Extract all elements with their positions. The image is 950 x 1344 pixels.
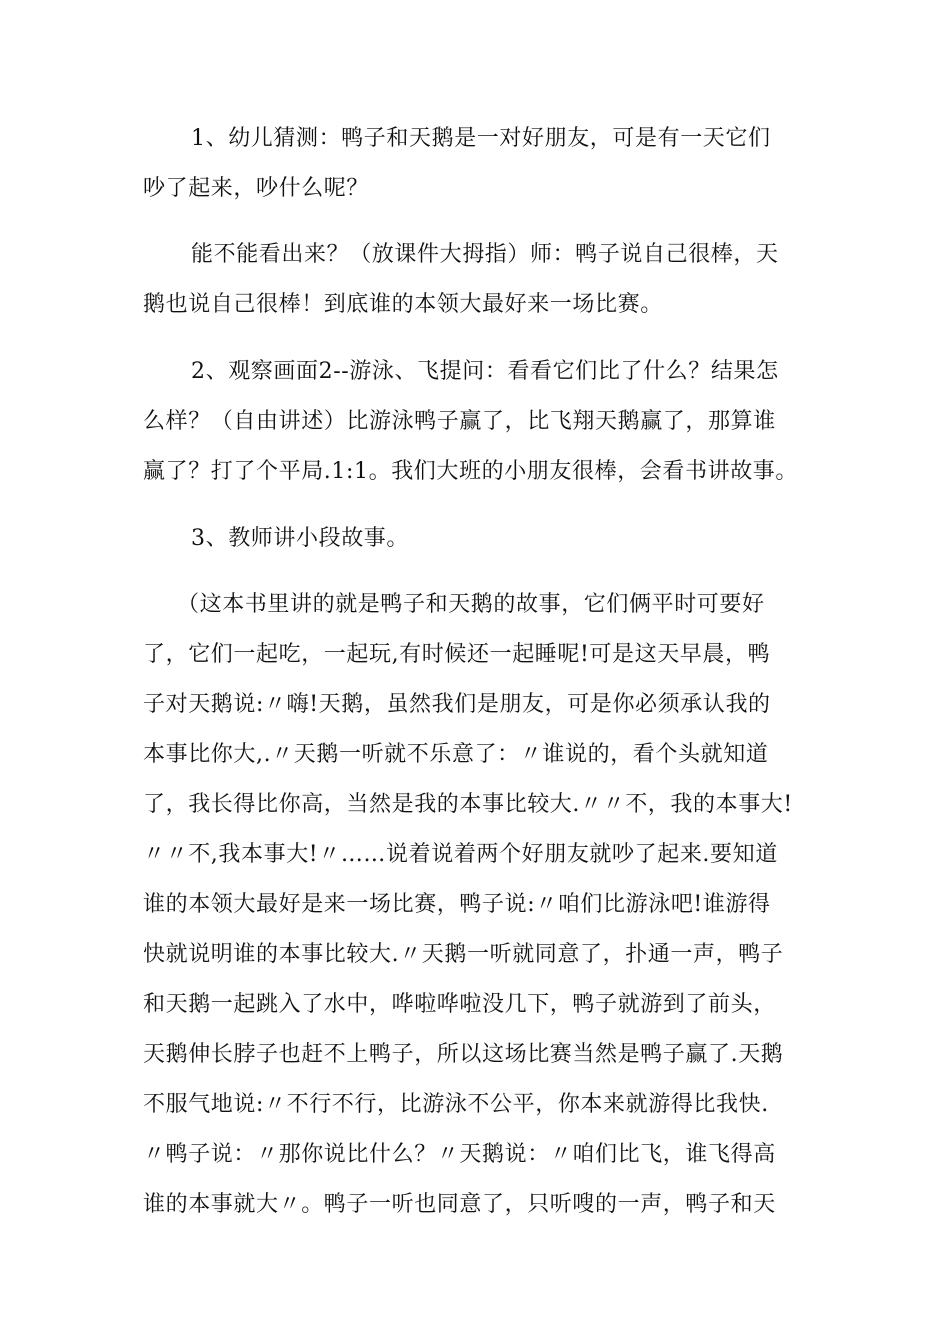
paragraph-4-line-1: 3、教师讲小段故事。: [191, 526, 409, 551]
paragraph-5-line-3: 子对天鹅说:〃嗨!天鹅，虽然我们是朋友，可是你必须承认我的: [143, 692, 771, 717]
paragraph-5-line-11: 不服气地说:〃不行不行，比游泳不公平，你本来就游得比我快.: [143, 1092, 769, 1117]
paragraph-5-line-5: 了，我长得比你高，当然是我的本事比较大.〃〃不，我的本事大!: [143, 792, 793, 817]
paragraph-5-line-9: 和天鹅一起跳入了水中，哗啦哗啦没几下，鸭子就游到了前头，: [143, 992, 776, 1017]
paragraph-5-line-4: 本事比你大,.〃天鹅一听就不乐意了：〃谁说的，看个头就知道: [143, 742, 769, 767]
paragraph-2-line-1: 能不能看出来？（放课件大拇指）师：鸭子说自己很棒，天: [191, 242, 779, 267]
paragraph-5-line-10: 天鹅伸长脖子也赶不上鸭子，所以这场比赛当然是鸭子赢了.天鹅: [143, 1042, 784, 1067]
paragraph-3-line-3: 赢了？打了个平局.1:1。我们大班的小朋友很棒，会看书讲故事。: [143, 459, 799, 484]
paragraph-1-line-1: 1、幼儿猜测：鸭子和天鹅是一对好朋友，可是有一天它们: [191, 126, 771, 151]
paragraph-5-line-2: 了，它们一起吃，一起玩,有时候还一起睡呢!可是这天早晨，鸭: [143, 642, 771, 667]
paragraph-5-line-12: 〃鸭子说：〃那你说比什么？〃天鹅说：〃咱们比飞，谁飞得高: [143, 1142, 776, 1167]
paragraph-5-line-13: 谁的本事就大〃。鸭子一听也同意了，只听嗖的一声，鸭子和天: [143, 1192, 776, 1217]
paragraph-3-line-1: 2、观察画面2--游泳、飞提问：看看它们比了什么？结果怎: [191, 359, 779, 384]
paragraph-2-line-2: 鹅也说自己很棒！到底谁的本领大最好来一场比赛。: [143, 292, 663, 317]
paragraph-5-line-1: （这本书里讲的就是鸭子和天鹅的故事，它们俩平时可要好: [177, 592, 765, 617]
paragraph-5-line-8: 快就说明谁的本事比较大.〃天鹅一听就同意了，扑通一声，鸭子: [143, 942, 784, 967]
paragraph-5-line-7: 谁的本领大最好是来一场比赛，鸭子说:〃咱们比游泳吧!谁游得: [143, 892, 771, 917]
paragraph-5-line-6: 〃〃不,我本事大!〃……说着说着两个好朋友就吵了起来.要知道: [143, 842, 778, 867]
paragraph-3-line-2: 么样？（自由讲述）比游泳鸭子赢了，比飞翔天鹅赢了，那算谁: [143, 409, 776, 434]
paragraph-1-line-2: 吵了起来，吵什么呢？: [143, 176, 370, 201]
